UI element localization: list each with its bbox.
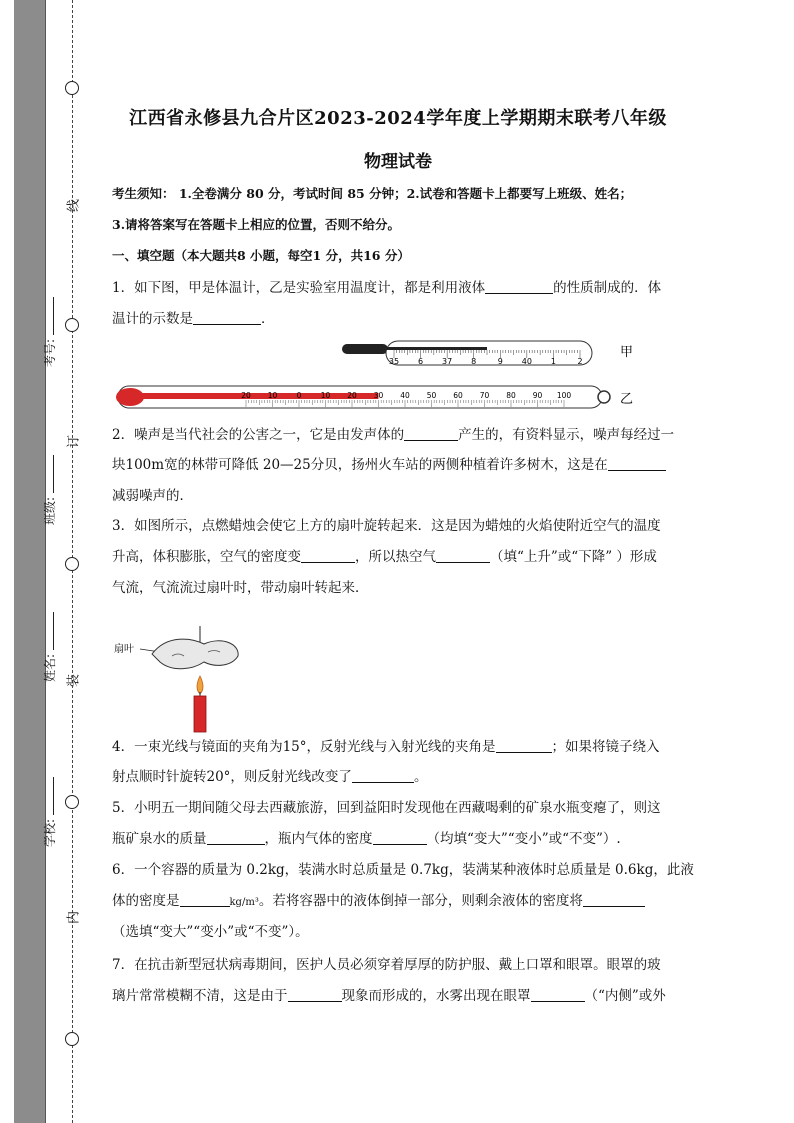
fan-label: 扇叶 [114, 644, 134, 655]
clinical-tick-label: 1 [550, 357, 556, 366]
name-field[interactable] [39, 612, 59, 682]
label-yi: 乙 [620, 392, 634, 407]
answer-blank[interactable] [288, 988, 342, 1002]
binding-strip [0, 0, 110, 1123]
lab-tick-label: 20 [347, 391, 357, 400]
q3-line-3: 气流，气流流过扇叶时，带动扇叶转起来． [112, 580, 369, 596]
page-title: 江西省永修县九合片区2023-2024学年度上学期期末联考八年级 [129, 108, 667, 129]
clinical-tick-label: 9 [497, 357, 503, 366]
clinical-thermometer [342, 341, 633, 366]
candle-fan-figure [112, 626, 252, 736]
thermometer-figure [112, 336, 652, 416]
lab-tick-label: 80 [506, 391, 516, 400]
lab-tick-label: 50 [426, 391, 437, 400]
density-unit: kg/m³ [229, 897, 259, 908]
q2-line-3: 减弱噪声的． [112, 488, 193, 504]
lab-thermometer [116, 386, 633, 408]
q2-line-2: 块100m宽的林带可降低 20—25分贝，扬州火车站的两侧种植着许多树木，这是在 [112, 455, 684, 475]
lab-tick-label: 60 [453, 391, 463, 400]
class-field[interactable] [39, 455, 59, 525]
exam-number-field[interactable] [39, 297, 59, 367]
clinical-tick-label: 37 [442, 357, 453, 366]
answer-blank[interactable] [496, 739, 552, 753]
q1-line-2: 温计的示数是 ． [112, 311, 275, 327]
section-1-heading: 一、填空题（本大题共8 小题，每空1 分，共16 分） [112, 248, 410, 263]
label-jia: 甲 [620, 345, 634, 360]
answer-blank[interactable] [301, 549, 355, 563]
clinical-tick-label: 6 [418, 357, 424, 366]
binding-hole [65, 557, 79, 571]
lab-tick-label: 10 [320, 391, 331, 400]
binding-gray-bar [14, 0, 46, 1123]
candle-flame [197, 676, 203, 694]
clinical-tick-label: 8 [471, 357, 477, 366]
clinical-tick-label: 2 [577, 357, 583, 366]
q6-line-3: （选填“变大”“变小”或“不变”）。 [112, 924, 309, 940]
binding-char-ding: 订 [66, 435, 82, 449]
lab-tick-label: 30 [373, 391, 384, 400]
lab-tick-label: 10 [267, 391, 278, 400]
answer-blank[interactable] [583, 893, 645, 907]
page-subtitle: 物理试卷 [364, 152, 432, 172]
q4-line-1: 4．一束光线与镜面的夹角为15°，反射光线与入射光线的夹角是 ；如果将镜子绕入 [112, 739, 660, 755]
q5-line-2: 瓶矿泉水的质量 ，瓶内气体的密度 （均填“变大”“变小”或“不变”）. [112, 831, 621, 847]
binding-char-nei: 内 [66, 911, 82, 925]
school-label: 学校: [42, 818, 57, 847]
class-label: 班级: [42, 496, 57, 525]
answer-blank[interactable] [352, 769, 414, 783]
binding-hole [65, 795, 79, 809]
lab-tick-label: 40 [400, 391, 410, 400]
lab-tick-label: 0 [296, 391, 302, 400]
q7-line-1: 7．在抗击新型冠状病毒期间，医护人员必须穿着厚厚的防护服、戴上口罩和眼罩。眼罩的玻 [112, 957, 661, 973]
exam-number-label: 考号: [42, 338, 57, 367]
lab-tick-label: 90 [532, 391, 543, 400]
q6-line-2: 体的密度是 kg/m³。若将容器中的液体倒掉一部分，则剩余液体的密度将 [112, 891, 684, 913]
fan-blade [152, 639, 238, 669]
binding-hole [65, 1032, 79, 1046]
q5-line-1: 5．小明五一期间随父母去西藏旅游，回到益阳时发现他在西藏喝剩的矿泉水瓶变瘪了，则这 [112, 800, 661, 816]
answer-blank[interactable] [608, 457, 666, 471]
lab-tick-label: 100 [556, 391, 572, 400]
name-label: 姓名: [42, 653, 57, 682]
answer-blank[interactable] [207, 831, 265, 845]
q7-line-2: 璃片常常模糊不清，这是由于 现象而形成的，水雾出现在眼罩 （“内侧”或外 [112, 988, 666, 1004]
q1-line-1: 1．如下图，甲是体温计，乙是实验室用温度计，都是利用液体 的性质制成的．体 [112, 280, 662, 296]
candle-body [194, 696, 206, 732]
q3-line-1: 3．如图所示，点燃蜡烛会使它上方的扇叶旋转起来．这是因为蜡烛的火焰使附近空气的温度 [112, 518, 661, 534]
binding-char-zhuang: 装 [66, 674, 82, 688]
answer-blank[interactable] [180, 893, 230, 907]
school-field[interactable] [39, 777, 59, 847]
binding-hole [65, 318, 79, 332]
answer-blank[interactable] [404, 427, 458, 441]
notice-line-1: 考生须知： 1.全卷满分 80 分，考试时间 85 分钟；2.试卷和答题卡上都要写上班级、姓名； [112, 186, 633, 201]
clinical-tick-label: 40 [521, 357, 532, 366]
answer-blank[interactable] [193, 311, 261, 325]
notice-line-2: 3.请将答案写在答题卡上相应的位置，否则不给分。 [112, 217, 401, 232]
q3-line-2: 升高，体积膨胀，空气的密度变 ，所以热空气 （填“上升”或“下降” ）形成 [112, 549, 657, 565]
answer-blank[interactable] [373, 831, 427, 845]
lab-tick-label: 70 [479, 391, 490, 400]
q6-line-1: 6．一个容器的质量为 0.2kg，装满水时总质量是 0.7kg，装满某种液体时总质量是 0.6kg，此液 [112, 862, 694, 878]
answer-blank[interactable] [485, 280, 553, 294]
answer-blank[interactable] [531, 988, 585, 1002]
answer-blank[interactable] [436, 549, 490, 563]
binding-hole [65, 81, 79, 95]
clinical-tick-label: 35 [388, 357, 400, 366]
binding-char-xian: 线 [66, 199, 82, 213]
q2-line-1: 2．噪声是当代社会的公害之一，它是由发声体的 产生的，有资料显示，噪声每经过一 [112, 427, 675, 443]
lab-tick-label: 20 [241, 391, 251, 400]
q4-line-2: 射点顺时针旋转20°，则反射光线改变了 。 [112, 769, 428, 785]
